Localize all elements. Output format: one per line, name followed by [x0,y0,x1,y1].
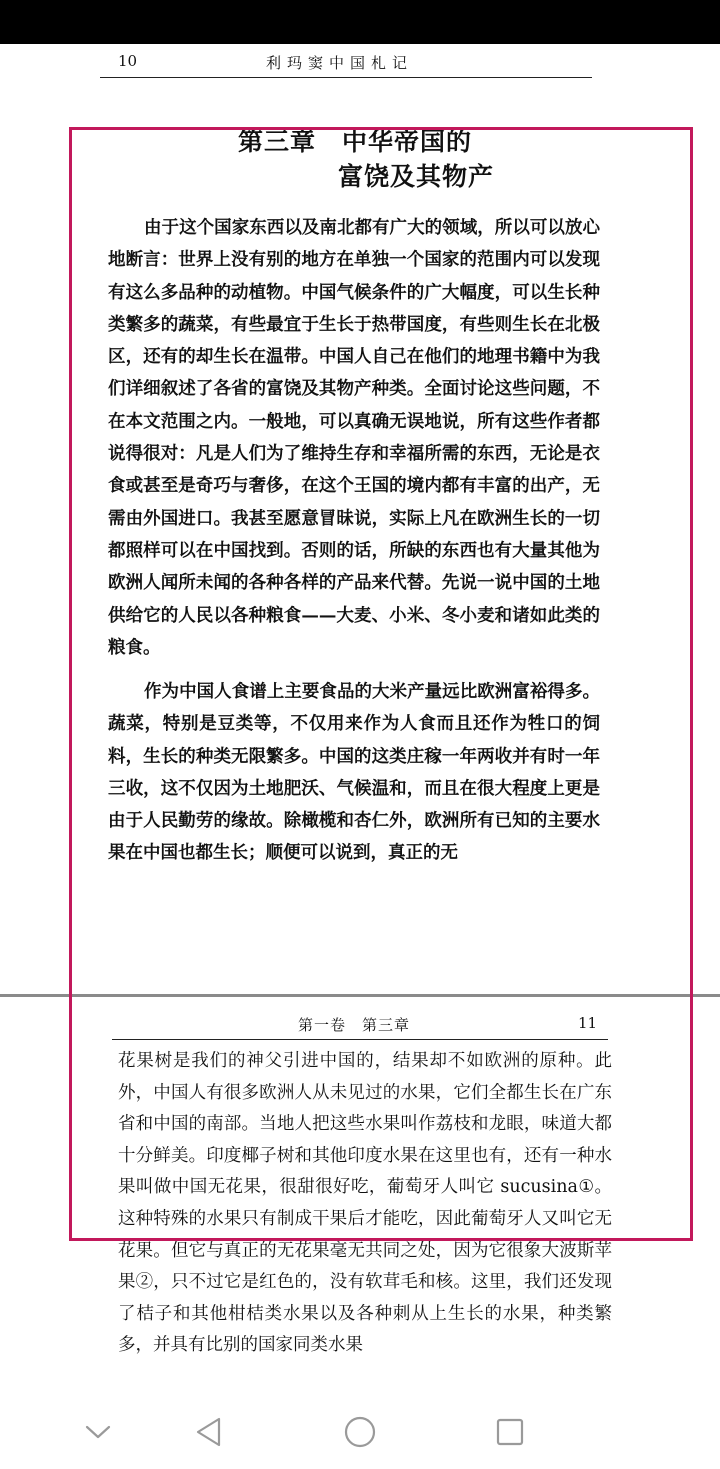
chapter-title-line2: 富饶及其物产 [338,162,495,191]
navigation-bar [0,1395,720,1469]
body-paragraph: 由于这个国家东西以及南北都有广大的领域，所以可以放心地断言：世界上没有别的地方在单独一个国家的范围内可以发现有这么多品种的动植物。中国气候条件的广大幅度，可以生长种类繁多的蔬菜，有些最宜于生长于热带国度，有些则生长在北极区，还有的却生长在温带。中国人自己在他们的地理书籍中为我们详细叙述了各省的富饶及其物产种类。全面讨论这些问题，不在本文范围之内。一般地，可以真确无误地说，所有这些作者都说得很对：凡是人们为了维持生存和幸福所需的东西，无论是衣食或甚至是奇巧与奢侈，在这个王国的境内都有丰富的出产，无需由外国进口。我甚至愿意冒昧说，实际上凡在欧洲生长的一切都照样可以在中国找到。否则的话，所缺的东西也有大量其他为欧洲人闻所未闻的各种各样的产品来代替。先说一说中国的土地供给它的人民以各种粮食——大麦、小米、冬小麦和诸如此类的粮食。 [108,218,600,658]
running-title: 第一卷 第三章 [298,1016,411,1034]
header-rule [112,1039,608,1040]
back-icon[interactable] [186,1409,232,1455]
recents-icon[interactable] [487,1409,533,1455]
page-divider [0,994,720,997]
page-number: 11 [578,1014,598,1032]
header-rule [100,77,592,78]
chapter-title-line1: 第三章 中华帝国的 [238,127,473,156]
home-icon[interactable] [337,1409,383,1455]
page-number: 10 [118,52,138,70]
body-paragraph: 作为中国人食谱上主要食品的大米产量远比欧洲富裕得多。蔬菜，特别是豆类等，不仅用来作为人食而且还作为牲口的饲料，生长的种类无限繁多。中国的这类庄稼一年两收并有时一年三收，这不仅因为土地肥沃、气候温和，而且在很大程度上更是由于人民勤劳的缘故。除橄榄和杏仁外，欧洲所有已知的主要水果在中国也都生长；顺便可以说到，真正的无 [108,682,600,864]
running-title: 利玛窦中国札记 [266,54,414,72]
status-bar [0,0,720,44]
body-paragraph: 花果树是我们的神父引进中国的，结果却不如欧洲的原种。此外，中国人有很多欧洲人从未见过的水果，它们全都生长在广东省和中国的南部。当地人把这些水果叫作荔枝和龙眼，味道大都十分鲜美。印度椰子树和其他印度水果在这里也有，还有一种水果叫做中国无花果，很甜很好吃，葡萄牙人叫它 sucusina①。这种特殊的水果只有制成干果后才能吃，因此葡萄牙人又叫它无花果。但它与真正的无花果毫无共同之处，因为它很象大波斯苹果②，只不过它是红色的，没有软茸毛和核。这里，我们还发现了桔子和其他柑桔类水果以及各种刺从上生长的水果，种类繁多，并具有比别的国家同类水果 [118,1051,612,1356]
chevron-down-icon[interactable] [75,1409,121,1455]
